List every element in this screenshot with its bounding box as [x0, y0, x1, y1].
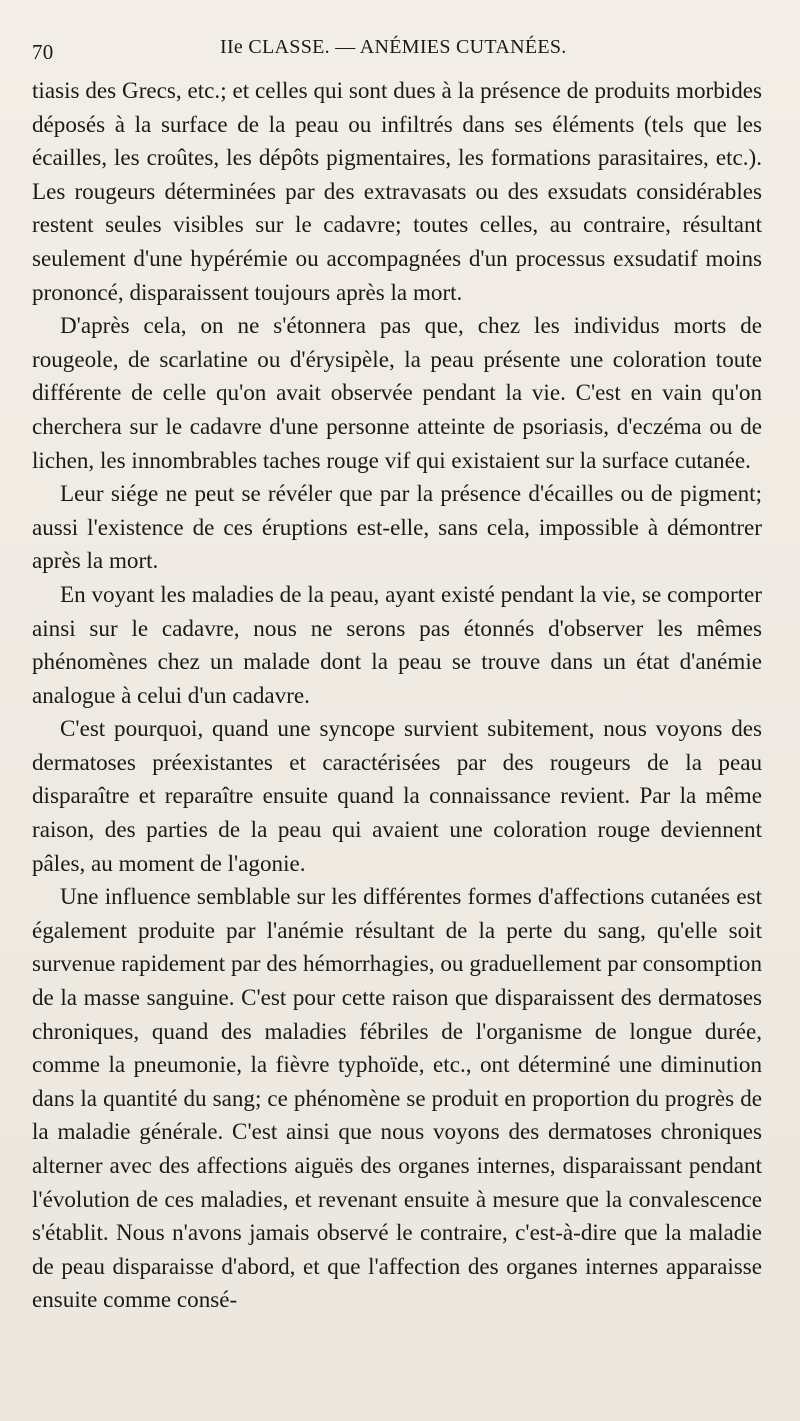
page-number: 70 — [32, 40, 54, 64]
running-header — [32, 34, 762, 74]
paragraph: Leur siége ne peut se révéler que par la présence d'écailles ou de pigment; aussi l'existence de ces éruptions est-elle, sans cela, impossible à démontrer après la mort. — [32, 480, 762, 574]
body-text — [32, 74, 762, 1317]
running-title: IIe CLASSE. — ANÉMIES CUTANÉES. — [220, 36, 567, 58]
paragraph-continued: tiasis des Grecs, etc.; et celles qui sont dues à la présence de produits morbides déposés à la surface de la peau ou infiltrés dans ses éléments (tels que les écailles, les croûtes, les dépôts pigmentaires, les formations parasitaires, etc.). Les rougeurs déterminées par des extravasats ou des exsudats considérables restent seules visibles sur le cadavre; toutes celles, au contraire, résultant seulement d'une hypérémie ou accompagnées d'un processus exsudatif moins prononcé, disparaissent toujours après la mort. — [32, 77, 762, 305]
paragraph: D'après cela, on ne s'étonnera pas que, chez les individus morts de rougeole, de scarlatine ou d'érysipèle, la peau présente une coloration toute différente de celle qu'on avait observée pendant la vie. C'est en vain qu'on cherchera sur le cadavre d'une personne atteinte de psoriasis, d'eczéma ou de lichen, les innombrables taches rouge vif qui existaient sur la surface cutanée. — [32, 312, 762, 473]
paragraph: C'est pourquoi, quand une syncope survient subitement, nous voyons des dermatoses préexistantes et caractérisées par des rougeurs de la peau disparaître et reparaître ensuite quand la connaissance revient. Par la même raison, des parties de la peau qui avaient une coloration rouge deviennent pâles, au moment de l'agonie. — [32, 715, 762, 876]
paragraph: Une influence semblable sur les différentes formes d'affections cutanées est également produite par l'anémie résultant de la perte du sang, qu'elle soit survenue rapidement par des hémorrhagies, ou graduellement par consomption de la masse sanguine. C'est pour cette raison que disparaissent des dermatoses chroniques, quand des maladies fébriles de l'organisme de longue durée, comme la pneumonie, la fièvre typhoïde, etc., ont déterminé une diminution dans la quantité du sang; ce phénomène se produit en proportion du progrès de la maladie générale. C'est ainsi que nous voyons des dermatoses chroniques alterner avec des affections aiguës des organes internes, disparaissant pendant l'évolution de ces maladies, et revenant ensuite à mesure que la convalescence s'établit. Nous n'avons jamais observé le contraire, c'est-à-dire que la maladie de peau disparaisse d'abord, et que l'affection des organes internes apparaisse ensuite comme consé- — [32, 883, 762, 1313]
paragraph: En voyant les maladies de la peau, ayant existé pendant la vie, se comporter ainsi sur le cadavre, nous ne serons pas étonnés d'observer les mêmes phénomènes chez un malade dont la peau se trouve dans un état d'anémie analogue à celui d'un cadavre. — [32, 580, 762, 708]
